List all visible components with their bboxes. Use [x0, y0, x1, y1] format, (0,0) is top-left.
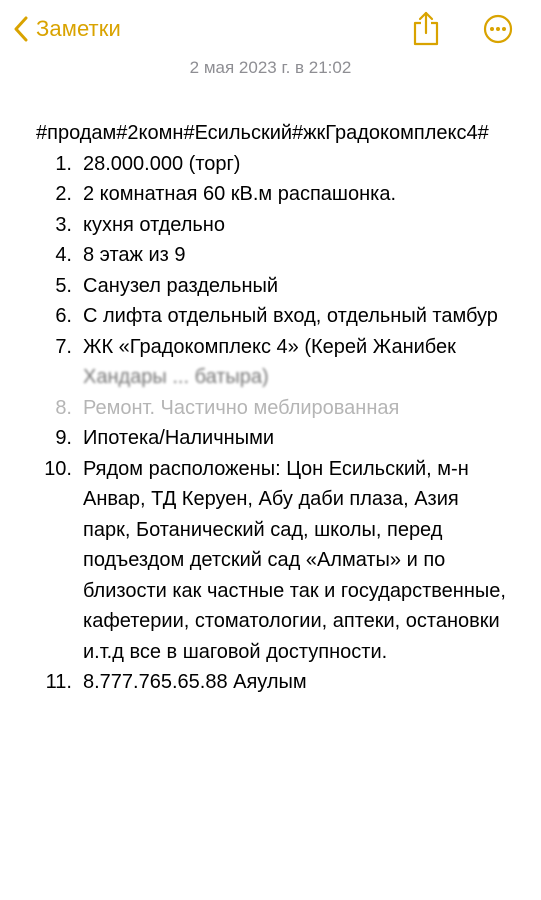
list-text: 2 комнатная 60 кВ.м распашонка. [83, 183, 397, 205]
list-number: 3. [55, 213, 72, 236]
list-item [36, 454, 508, 668]
note-hashtags: #продам#2комн#Есильский#жкГрадокомплекс4# [36, 122, 489, 144]
note-date: 2 мая 2023 г. в 21:02 [189, 58, 352, 77]
list-text: ЖК «Градокомплекс 4» (Керей Жанибек [83, 335, 456, 358]
list-item [36, 271, 508, 302]
note-body[interactable] [36, 118, 508, 698]
back-button[interactable] [14, 12, 121, 46]
list-number: 9. [55, 427, 72, 449]
list-number: 4. [55, 244, 72, 266]
more-button[interactable] [483, 14, 513, 44]
list-item [36, 210, 508, 241]
list-number: 11. [45, 671, 72, 693]
list-number: 7. [55, 335, 72, 358]
list-number: 6. [55, 305, 72, 327]
list-text: кухня отдельно [83, 213, 225, 236]
chevron-left-icon [14, 16, 28, 42]
list-item [36, 423, 508, 454]
share-button[interactable] [410, 10, 442, 46]
list-item [36, 179, 508, 210]
list-number: 8. [55, 396, 72, 419]
list-number: 10. [44, 457, 72, 480]
list-item [36, 240, 508, 271]
list-number: 2. [55, 183, 72, 205]
list-item [36, 667, 508, 698]
list-item [36, 393, 508, 424]
list-number: 1. [55, 152, 72, 175]
list-text: Рядом расположены: Цон Есильский, м-н Анвар, ТД Керуен, Абу даби плаза, Азия парк, Ботанический сад, школы, перед подъездом детский сад «Алматы» и по близости как частные так и государственные, кафетерии, стоматологии, аптеки, остановки и.т.д все в шаговой доступности. [83, 457, 506, 663]
list-text: Санузел раздельный [83, 274, 279, 297]
ellipsis-circle-icon [483, 14, 513, 44]
back-label: Заметки [36, 16, 121, 41]
list-item [36, 332, 508, 393]
list-text: Ипотека/Наличными [83, 427, 274, 449]
list-number: 5. [55, 274, 72, 297]
list-text-obscured: Хандары ... батыра) [83, 366, 269, 388]
list-text: 28.000.000 (торг) [83, 152, 241, 175]
list-text: Ремонт. Частично меблированная [83, 396, 400, 419]
navigation-bar [0, 0, 541, 60]
list-text: 8 этаж из 9 [83, 244, 186, 266]
list-text: С лифта отдельный вход, отдельный тамбур [83, 305, 498, 327]
note-list [36, 149, 508, 698]
share-icon [410, 10, 442, 46]
list-text: 8.777.765.65.88 Аяулым [83, 671, 307, 693]
list-item [36, 301, 508, 332]
list-item [36, 149, 508, 180]
